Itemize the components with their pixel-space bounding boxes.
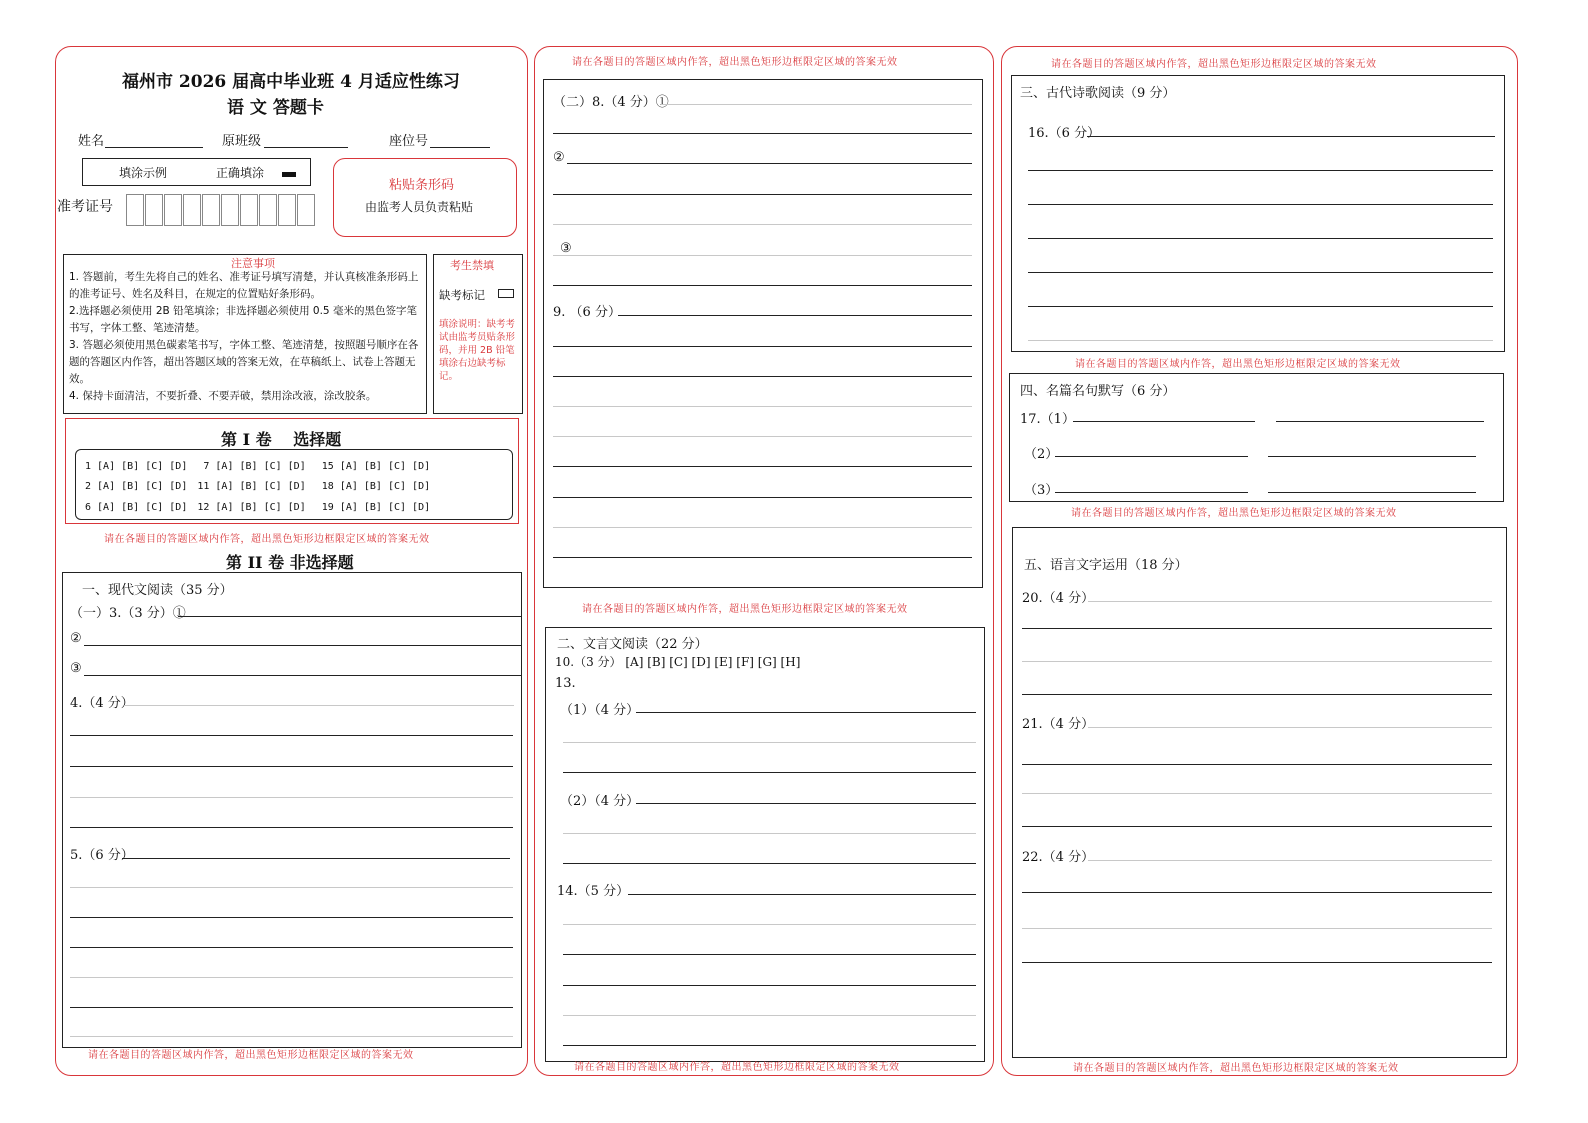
answer-line[interactable]	[1028, 306, 1493, 307]
q4-label: 4.（4 分）	[70, 696, 134, 711]
correct-fill-label: 正确填涂	[216, 166, 265, 180]
answer-line[interactable]	[563, 924, 976, 925]
answer-line[interactable]	[553, 497, 972, 498]
answer-line[interactable]	[1028, 204, 1493, 205]
answer-line[interactable]	[1087, 136, 1495, 137]
fill-example-label: 填涂示例	[119, 166, 168, 180]
warning-text: 请在各题目的答题区域内作答，超出黑色矩形边框限定区域的答案无效	[88, 1050, 414, 1061]
answer-line[interactable]	[553, 194, 972, 195]
q8c-label: ③	[560, 241, 572, 256]
q22-label: 22.（4 分）	[1022, 850, 1095, 865]
part5-title: 五、语言文字运用（18 分）	[1024, 558, 1188, 573]
answer-line[interactable]	[1022, 628, 1492, 629]
answer-line[interactable]	[553, 527, 972, 528]
name-label: 姓名	[78, 134, 105, 149]
answer-line[interactable]	[1268, 456, 1476, 457]
answer-line[interactable]	[553, 557, 972, 558]
q16-label: 16.（6 分）	[1028, 126, 1101, 141]
part2-answer-box	[545, 627, 985, 1062]
seat-label: 座位号	[389, 134, 429, 149]
answer-line[interactable]	[70, 735, 513, 736]
answer-line[interactable]	[1022, 764, 1492, 765]
absent-mark-box[interactable]	[498, 289, 514, 298]
card-subtitle: 语 文 答题卡	[227, 98, 324, 118]
answer-line[interactable]	[563, 1015, 976, 1016]
answer-line[interactable]	[1022, 694, 1492, 695]
warning-text: 请在各题目的答题区域内作答，超出黑色矩形边框限定区域的答案无效	[1051, 59, 1377, 70]
q8-label: （二）8.（4 分）①	[553, 95, 669, 110]
answer-line[interactable]	[563, 742, 976, 743]
section1-title: 第 I 卷 选择题	[221, 430, 342, 449]
answer-line[interactable]	[1022, 793, 1492, 794]
answer-line[interactable]	[1022, 826, 1492, 827]
answer-line[interactable]	[618, 315, 972, 316]
notice-title: 注意事项	[231, 257, 275, 270]
part3-answer-box	[1011, 75, 1505, 352]
answer-line[interactable]	[553, 376, 972, 377]
answer-line[interactable]	[70, 887, 513, 888]
choice-row-2[interactable]: 2 [A] [B] [C] [D] 11 [A] [B] [C] [D] 18 [A] [B] [C] [D]	[85, 481, 431, 492]
answer-line[interactable]	[553, 133, 972, 134]
card-title: 福州市 2026 届高中毕业班 4 月适应性练习	[122, 72, 460, 92]
q3-label: （一）3.（3 分）①	[70, 606, 186, 621]
q17a-label: 17.（1）	[1020, 412, 1075, 427]
section2-title: 第 II 卷 非选择题	[226, 553, 354, 572]
answer-line[interactable]	[563, 833, 976, 834]
q10-label[interactable]: 10.（3 分） [A] [B] [C] [D] [E] [F] [G] [H]	[555, 655, 801, 669]
forbid-title: 考生禁填	[450, 259, 494, 272]
q13b-label: （2）（4 分）	[560, 794, 640, 809]
answer-line[interactable]	[563, 985, 976, 986]
absent-label: 缺考标记	[439, 288, 485, 302]
answer-line[interactable]	[178, 616, 521, 617]
answer-line[interactable]	[553, 224, 972, 225]
seat-field[interactable]	[430, 147, 490, 148]
part4-title: 四、名篇名句默写（6 分）	[1020, 384, 1176, 399]
answer-line[interactable]	[636, 803, 976, 804]
answer-line[interactable]	[1028, 238, 1493, 239]
answer-line[interactable]	[636, 712, 976, 713]
answer-line[interactable]	[563, 772, 976, 773]
q5-label: 5.（6 分）	[70, 848, 134, 863]
answer-line[interactable]	[70, 766, 513, 767]
answer-line[interactable]	[553, 346, 972, 347]
warning-text: 请在各题目的答题区域内作答，超出黑色矩形边框限定区域的答案无效	[574, 1062, 900, 1073]
answer-line[interactable]	[553, 466, 972, 467]
answer-line[interactable]	[84, 675, 521, 676]
warning-text: 请在各题目的答题区域内作答，超出黑色矩形边框限定区域的答案无效	[572, 57, 898, 68]
q17c-label: （3）	[1024, 483, 1059, 498]
answer-line[interactable]	[70, 977, 513, 978]
answer-line[interactable]	[553, 285, 972, 286]
answer-line[interactable]	[1022, 661, 1492, 662]
part1-title: 一、现代文阅读（35 分）	[82, 583, 233, 598]
answer-line[interactable]	[628, 894, 976, 895]
answer-line[interactable]	[70, 1036, 513, 1037]
answer-line[interactable]	[1022, 892, 1492, 893]
warning-text: 请在各题目的答题区域内作答，超出黑色矩形边框限定区域的答案无效	[1071, 508, 1397, 519]
answer-line[interactable]	[1055, 492, 1248, 493]
notice-items: 1. 答题前，考生先将自己的姓名、准考证号填写清楚，并认真核准条形码上的准考证号、姓名及科目，在规定的位置贴好条形码。 2.选择题必须使用 2B 铅笔填涂；非选择题必须使用 0.5 毫米的黑色签字笔书写，字体工整、笔迹清楚。 3. 答题必须使用黑色碳素笔书写，字体工整、笔迹清楚，按照题号顺序在各题的答题区内作答，超出答题区域的答案无效，在草稿纸上、试卷上答题无效。 4. 保持卡面清洁，不要折叠、不要弄破，禁用涂改液，涂改胶条。	[69, 271, 419, 402]
answer-line[interactable]	[124, 705, 514, 706]
fill-example-box	[82, 158, 311, 186]
q17b-label: （2）	[1024, 447, 1059, 462]
answer-line[interactable]	[1022, 962, 1492, 963]
answer-line[interactable]	[84, 645, 521, 646]
answer-line[interactable]	[563, 863, 976, 864]
class-label: 原班级	[222, 134, 262, 149]
warning-text: 请在各题目的答题区域内作答，超出黑色矩形边框限定区域的答案无效	[582, 604, 908, 615]
answer-line[interactable]	[1088, 601, 1492, 602]
answer-line[interactable]	[553, 255, 972, 256]
answer-line[interactable]	[1073, 421, 1255, 422]
answer-line[interactable]	[70, 917, 513, 918]
answer-line[interactable]	[567, 163, 972, 164]
answer-line[interactable]	[1088, 860, 1492, 861]
q13a-label: （1）（4 分）	[560, 703, 640, 718]
warning-text: 请在各题目的答题区域内作答，超出黑色矩形边框限定区域的答案无效	[104, 534, 430, 545]
answer-line[interactable]	[122, 858, 510, 859]
q8b-label: ②	[553, 150, 565, 165]
warning-text: 请在各题目的答题区域内作答，超出黑色矩形边框限定区域的答案无效	[1075, 359, 1401, 370]
q3b-label: ②	[70, 631, 82, 646]
answer-line[interactable]	[1028, 170, 1493, 171]
answer-line[interactable]	[70, 947, 513, 948]
answer-line[interactable]	[70, 827, 513, 828]
part2-title: 二、文言文阅读（22 分）	[557, 637, 708, 652]
name-field[interactable]	[105, 147, 203, 148]
warning-text: 请在各题目的答题区域内作答，超出黑色矩形边框限定区域的答案无效	[1073, 1063, 1399, 1074]
q3c-label: ③	[70, 661, 82, 676]
answer-line[interactable]	[70, 797, 513, 798]
answer-line[interactable]	[1028, 272, 1493, 273]
id-number-grid[interactable]	[126, 194, 316, 226]
q8-9-answer-box	[543, 79, 983, 588]
class-field[interactable]	[264, 147, 348, 148]
answer-line[interactable]	[1276, 421, 1484, 422]
answer-line[interactable]	[1055, 456, 1248, 457]
q21-label: 21.（4 分）	[1022, 717, 1095, 732]
choice-row-1[interactable]: 1 [A] [B] [C] [D] 7 [A] [B] [C] [D] 15 [A] [B] [C] [D]	[85, 461, 431, 472]
q20-label: 20.（4 分）	[1022, 591, 1095, 606]
barcode-title: 粘贴条形码	[389, 178, 455, 193]
answer-line[interactable]	[1028, 340, 1493, 341]
barcode-note: 由监考人员负责粘贴	[365, 200, 474, 214]
part3-title: 三、古代诗歌阅读（9 分）	[1020, 86, 1176, 101]
answer-line[interactable]	[553, 436, 972, 437]
answer-line[interactable]	[553, 406, 972, 407]
answer-line[interactable]	[1022, 928, 1492, 929]
absent-note: 填涂说明：缺考考试由监考员贴条形码，并用 2B 铅笔填涂右边缺考标记。	[439, 319, 516, 382]
answer-line[interactable]	[1088, 727, 1492, 728]
q9-label: 9. （6 分）	[553, 305, 621, 320]
q14-label: 14.（5 分）	[557, 884, 630, 899]
choice-row-3[interactable]: 6 [A] [B] [C] [D] 12 [A] [B] [C] [D] 19 [A] [B] [C] [D]	[85, 502, 431, 513]
answer-line[interactable]	[70, 1007, 513, 1008]
answer-line[interactable]	[563, 954, 976, 955]
answer-line[interactable]	[563, 1045, 976, 1046]
answer-line[interactable]	[1268, 492, 1476, 493]
filled-mark-icon	[282, 172, 296, 177]
id-label: 准考证号	[57, 199, 113, 215]
answer-line[interactable]	[661, 104, 972, 105]
q13-label: 13.	[555, 676, 576, 691]
